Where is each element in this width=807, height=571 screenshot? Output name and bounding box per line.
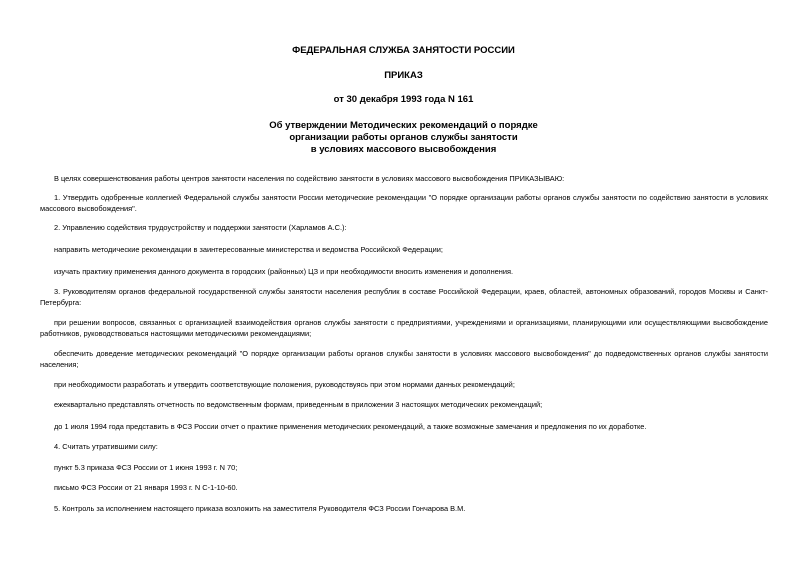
title-line-2: организации работы органов службы занятости — [289, 132, 518, 143]
paragraph-item-5: 5. Контроль за исполнением настоящего приказа возложить на заместителя Руководителя ФСЗ России Гончарова В.М. — [54, 504, 466, 513]
paragraph-item-4-a: пункт 5.3 приказа ФСЗ России от 1 июня 1993 г. N 70; — [54, 463, 238, 472]
paragraph-item-4: 4. Считать утратившими силу: — [54, 442, 158, 451]
document-title — [0, 120, 807, 156]
paragraph-item-2-b: изучать практику применения данного документа в городских (районных) ЦЗ и при необходимости вносить изменения и дополнения. — [54, 267, 514, 276]
paragraph-item-2: 2. Управлению содействия трудоустройству и поддержки занятости (Харламов А.С.): — [54, 223, 347, 232]
paragraph-item-3: 3. Руководителям органов федеральной государственной службы занятости населения республик в составе Российской Федерации, краев, областей, автономных образований, городов Москвы и Санкт-Петербурга: — [40, 287, 768, 307]
paragraph-item-3-c: при необходимости разработать и утвердить соответствующие положения, руководствуясь при этом нормами данных рекомендаций; — [54, 380, 515, 389]
paragraph-item-3-b: обеспечить доведение методических рекомендаций "О порядке организации работы органов службы занятости в условиях массового высвобождения" до подведомственных органов службы занятости населения; — [40, 349, 768, 369]
paragraph-preamble: В целях совершенствования работы центров занятости населения по содействию занятости в условиях массового высвобождения ПРИКАЗЫВАЮ: — [54, 174, 565, 183]
paragraph-item-3-d: ежеквартально представлять отчетность по ведомственным формам, приведенным в приложении 3 настоящих методических рекомендаций; — [54, 400, 543, 409]
paragraph-item-3-a: при решении вопросов, связанных с организацией взаимодействия органов службы занятости с предприятиями, учреждениями и организациями, планирующими или осуществляющими высвобождение работников, руководствоваться настоящими методическими рекомендациями; — [40, 318, 768, 338]
paragraph-item-2-a: направить методические рекомендации в заинтересованные министерства и ведомства Российской Федерации; — [54, 245, 443, 254]
title-line-3: в условиях массового высвобождения — [310, 144, 497, 155]
doc-type-heading: ПРИКАЗ — [384, 70, 423, 81]
title-line-1: Об утверждении Методических рекомендаций о порядке — [269, 120, 538, 131]
date-number-heading: от 30 декабря 1993 года N 161 — [333, 94, 474, 105]
paragraph-item-4-b: письмо ФСЗ России от 21 января 1993 г. N С-1-10-60. — [54, 483, 238, 492]
paragraph-item-1: 1. Утвердить одобренные коллегией Федеральной службы занятости России методические рекомендации "О порядке организации работы органов службы занятости по содействию занятости в условиях массового высвобождения". — [40, 193, 768, 213]
paragraph-item-3-e: до 1 июля 1994 года представить в ФСЗ России отчет о практике применения методических рекомендаций, а также возможные замечания и предложения по их доработке. — [54, 422, 647, 431]
agency-heading: ФЕДЕРАЛЬНАЯ СЛУЖБА ЗАНЯТОСТИ РОССИИ — [292, 45, 515, 56]
